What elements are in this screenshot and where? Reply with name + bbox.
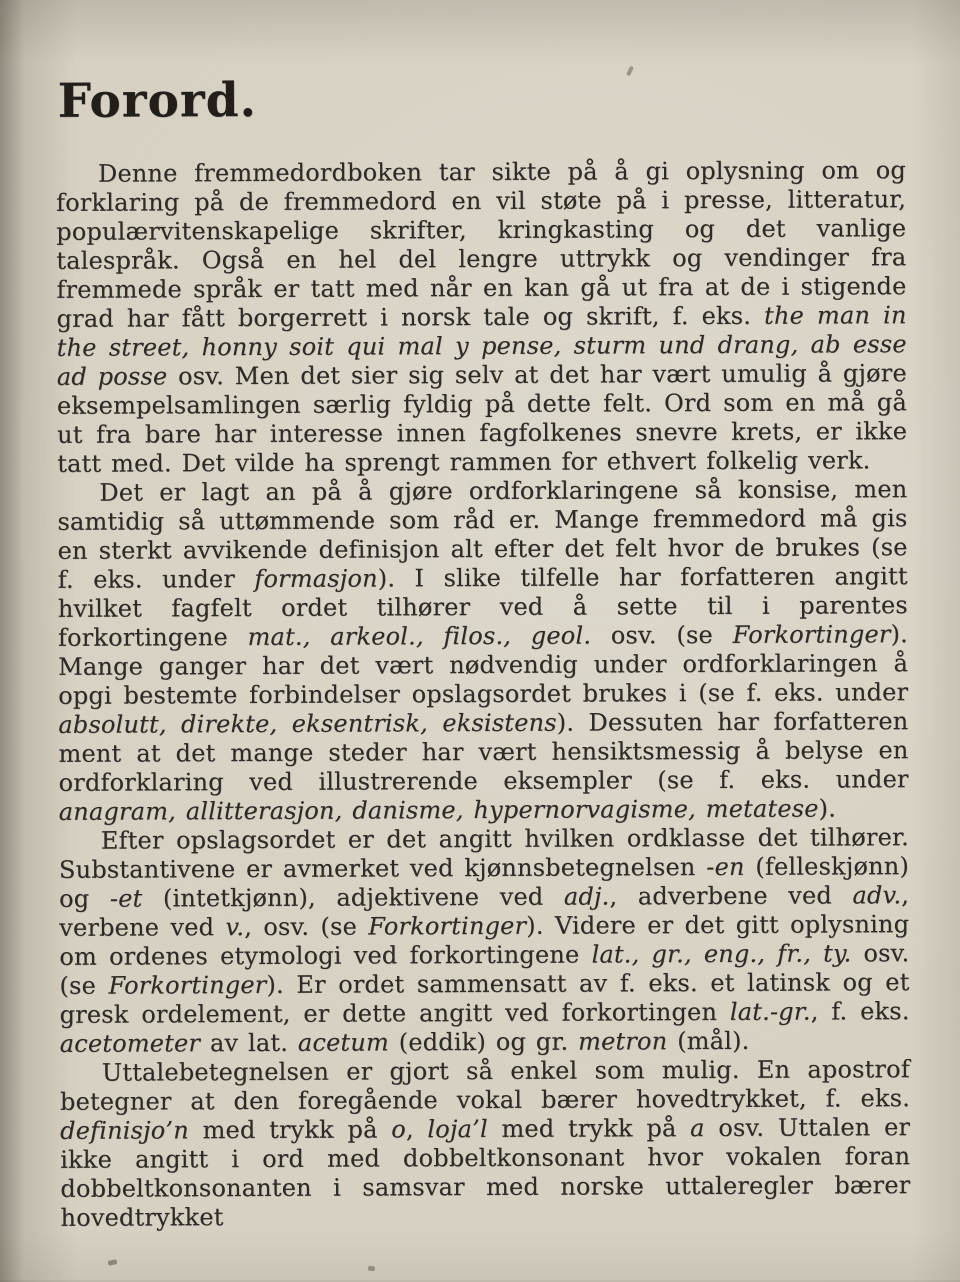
italic-run: definisjo’n <box>60 1115 189 1145</box>
text-run: ). I slike tilfelle har forfatteren angitt hvilket fagfelt ordet tilhører ved å sette til i parentes forkortingene <box>57 561 908 652</box>
italic-run: formasjon <box>254 564 378 593</box>
body-text <box>56 156 911 1233</box>
text-run: ). <box>818 794 837 823</box>
text-run: Det er lagt an på å gjøre ordforklaringene så konsise, men samtidig så uttømmende som råd er. Mange fremmedord må gis en sterkt avvikende definisjon alt efter det felt hvor de brukes (se f. eks. under <box>57 474 908 594</box>
text-run: , osv. (se <box>244 912 369 941</box>
text-run: osv. (se <box>591 620 733 650</box>
text-run: (mål). <box>667 1026 750 1055</box>
text-run: (intetkjønn), adjektivene ved <box>142 882 564 913</box>
italic-run: adv. <box>852 880 902 910</box>
italic-run: lat.-gr. <box>729 997 811 1026</box>
text-run: med trykk på <box>487 1113 691 1143</box>
italic-run: Forkortinger <box>368 911 527 941</box>
text-run: (felleskjønn) og <box>59 851 910 913</box>
paragraph <box>59 823 910 1059</box>
text-run: Uttalebetegnelsen er gjort så enkel som mulig. En apostrof betegner at den foregående vokal bærer hovedtrykket, f. eks. <box>59 1054 911 1116</box>
paragraph <box>57 475 909 827</box>
italic-run: Forkortinger <box>732 619 891 649</box>
text-run: ). Mange ganger har det vært nødvendig under ordforklaringen å opgi bestemte forbindelser opslagsordet brukes i (se f. eks. under <box>58 619 909 710</box>
text-run: av lat. <box>200 1028 298 1057</box>
italic-run: v. <box>225 912 245 941</box>
text-run: (eddik) og gr. <box>388 1027 579 1057</box>
italic-run: adj. <box>563 882 610 911</box>
italic-run: o <box>391 1115 406 1144</box>
italic-run: anagram, allitterasjon, danisme, hypernorvagisme, metatese <box>58 794 819 826</box>
paragraph <box>56 156 907 479</box>
italic-run: the man in the street, honny soit qui mal y pense, sturm und drang, ab esse ad posse <box>56 300 907 391</box>
italic-run: -et <box>109 884 143 913</box>
text-run: , f. eks. <box>810 996 910 1026</box>
text-run: ). Videre er det gitt oplysning om ordenes etymologi ved forkortingene <box>59 909 910 971</box>
text-run: ). Er ordet sammensatt av f. eks. et latinsk og et gresk ordelement, er dette angitt ved forkortingen <box>59 967 910 1029</box>
italic-run: a <box>690 1113 705 1142</box>
text-run: osv. (se <box>59 938 910 1000</box>
italic-run: -en <box>706 852 745 881</box>
italic-run: loja’l <box>427 1114 488 1143</box>
scan-artifact <box>368 1266 376 1272</box>
text-run: , adverbene ved <box>609 881 853 911</box>
text-run: Denne fremmedordboken tar sikte på å gi oplysning om og forklaring på de fremmedord en vil støte på i presse, litteratur, populærvitenskapelige skrifter, kringkasting og det vanlige talespråk. Også en hel del lengre uttrykk og vendinger fra fremmede språk er tatt med når en kan gå ut fra at de i stigende grad har fått borgerrett i norsk tale og skrift, f. eks. <box>56 155 907 333</box>
page-title: Forord. <box>57 72 258 129</box>
italic-run: lat., gr., eng., fr., ty. <box>591 939 852 969</box>
italic-run: acetum <box>297 1028 389 1057</box>
text-run: , verbene ved <box>59 880 910 942</box>
italic-run: metron <box>578 1026 668 1056</box>
italic-run: Forkortinger <box>108 970 267 1000</box>
text-run: osv. Uttalen er ikke angitt i ord med dobbeltkonsonant hvor vokalen foran dobbeltkonsonanten i samsvar med norske uttaleregler bærer hovedtrykket <box>60 1112 911 1232</box>
text-run: , <box>405 1114 428 1144</box>
text-run: ). Dessuten har forfatteren ment at det mange steder har vært hensiktsmessig å belyse en ordforklaring ved illustrerende eksempler (se f. eks. under <box>58 706 909 797</box>
italic-run: acetometer <box>59 1028 201 1058</box>
italic-run: absolutt, direkte, eksentrisk, eksistens <box>58 708 557 739</box>
text-run: osv. Men det sier sig selv at det har vært umulig å gjøre eksempelsamlingen særlig fyldig på dette felt. Ord som en må gå ut fra bare har interesse innen fagfolkenes snevre krets, er ikke tatt med. Det vilde ha sprengt rammen for ethvert folkelig verk. <box>56 358 908 478</box>
text-run: med trykk på <box>188 1115 392 1144</box>
italic-run: mat., arkeol., filos., geol. <box>247 621 592 651</box>
paragraph <box>60 1055 911 1233</box>
text-run: Efter opslagsordet er det angitt hvilken ordklasse det tilhører. Substantivene er avmerket ved kjønnsbetegnelsen <box>58 822 909 884</box>
